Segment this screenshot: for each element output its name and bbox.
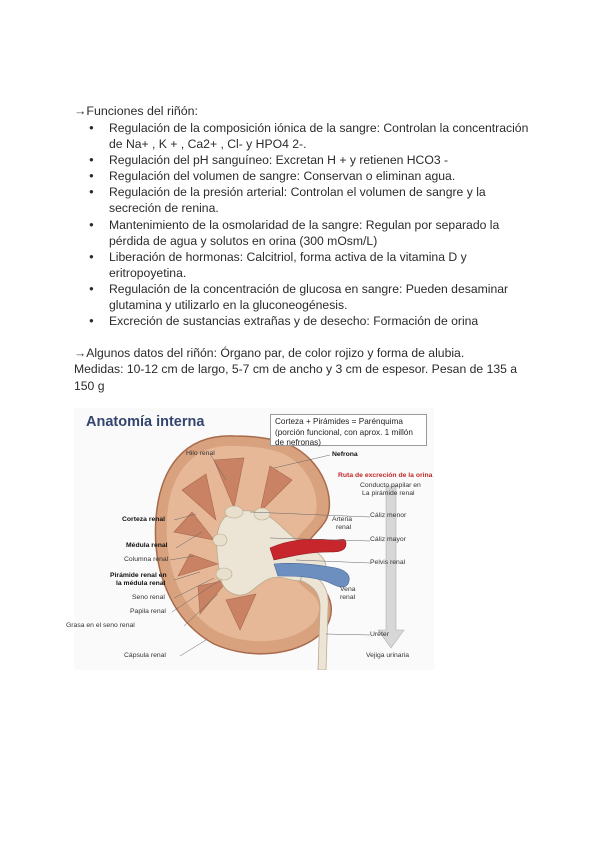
label-caliz-mayor: Cáliz mayor — [370, 536, 406, 543]
urine-route-arrow — [378, 486, 404, 648]
label-papila: Papila renal — [130, 608, 166, 615]
label-ureter: Uréter — [370, 631, 389, 638]
list-item: ● Regulación del pH sanguíneo: Excretan H + y retienen HCO3 - — [74, 152, 534, 168]
label-columna: Columna renal — [124, 556, 169, 563]
list-item: ● Mantenimiento de la osmolaridad de la sangre: Regulan por separado la pérdida de agua y solutos en orina (300 mOsm/L) — [74, 217, 534, 249]
label-nefrona: Nefrona — [332, 451, 358, 458]
label-seno: Seno renal — [132, 594, 165, 601]
list-item: ● Regulación de la concentración de glucosa en sangre: Pueden desaminar glutamina y utilizarlo en la gluconeogénesis. — [74, 281, 534, 313]
label-conducto-1: Conducto papilar en — [360, 482, 421, 489]
label-vena-1: Vena — [340, 586, 356, 593]
label-pelvis: Pelvis renal — [370, 559, 406, 566]
label-hilio: Hilo renal — [186, 450, 215, 457]
list-item: ● Regulación de la presión arterial: Controlan el volumen de sangre y la secreción de renina. — [74, 184, 534, 216]
label-vena-2: renal — [340, 594, 356, 601]
kidney-data-line2: Medidas: 10-12 cm de largo, 5-7 cm de ancho y 3 cm de espesor. Pesan de 135 a 150 g — [74, 362, 518, 393]
figure-title: Anatomía interna — [86, 414, 205, 430]
kidney-anatomy-figure — [66, 408, 434, 670]
label-arteria-1: Arteria — [332, 516, 353, 523]
label-corteza: Corteza renal — [122, 516, 166, 523]
list-item: ● Liberación de hormonas: Calcitriol, forma activa de la vitamina D y eritropoyetina. — [74, 249, 534, 281]
label-arteria-2: renal — [336, 524, 352, 531]
list-item: ● Regulación de la composición iónica de la sangre: Controlan la concentración de Na+ , K + , Ca2+ , Cl- y HPO4 2-. — [74, 120, 534, 152]
label-ruta: Ruta de excreción de la orina — [338, 472, 433, 479]
label-capsula: Cápsula renal — [124, 652, 166, 659]
label-piramide-1: Pirámide renal en — [110, 572, 167, 579]
label-grasa: Grasa en el seno renal — [66, 622, 135, 629]
functions-list — [74, 120, 534, 329]
label-caliz-menor: Cáliz menor — [370, 512, 407, 519]
functions-heading: →Funciones del riñón: — [74, 104, 198, 118]
label-medula: Médula renal — [126, 542, 168, 549]
label-vejiga: Vejiga urinaria — [366, 652, 410, 659]
list-item: ● Excreción de sustancias extrañas y de desecho: Formación de orina — [74, 313, 534, 329]
list-item: ● Regulación del volumen de sangre: Conservan o eliminan agua. — [74, 168, 534, 184]
kidney-data-paragraph — [74, 345, 524, 394]
kidney-data-line1: →Algunos datos del riñón: Órgano par, de color rojizo y forma de alubia. — [74, 346, 465, 360]
label-piramide-2: la médula renal — [116, 580, 166, 587]
label-conducto-2: La pirámide renal — [362, 490, 415, 497]
parenchyma-note-box: Corteza + Pirámides = Parénquima (porción funcional, con aprox. 1 millón de nefronas) — [270, 414, 427, 446]
